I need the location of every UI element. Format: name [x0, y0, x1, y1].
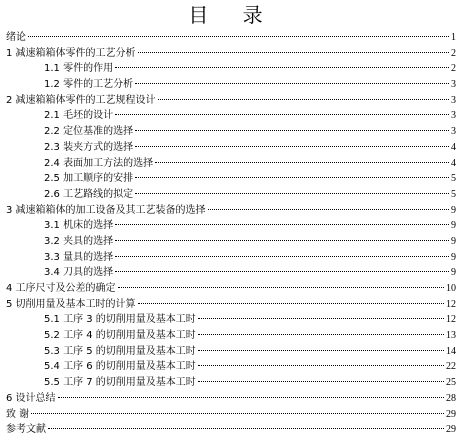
toc-entry-page-number: 9: [451, 204, 456, 216]
toc-entry[interactable]: [6, 391, 456, 407]
toc-entry-page-number: 3: [451, 126, 456, 138]
toc-dot-leader: [28, 36, 449, 37]
toc-entry-page-number: 4: [451, 157, 456, 169]
toc-dot-leader: [115, 114, 449, 115]
toc-entry-page-number: 2: [451, 47, 456, 59]
toc-dot-leader: [135, 193, 449, 194]
toc-dot-leader: [155, 162, 449, 163]
toc-entry-page-number: 9: [451, 220, 456, 232]
toc-entry-page-number: 9: [451, 251, 456, 263]
toc-entry-label: 3.1 机床的选择: [44, 220, 114, 232]
toc-entry-label: 2.5 加工顺序的安排: [44, 173, 134, 185]
toc-entry-label: 5 切削用量及基本工时的计算: [6, 298, 136, 310]
toc-dot-leader: [58, 397, 444, 398]
toc-entry-label: 5.4 工序 6 的切削用量及基本工时: [44, 361, 196, 373]
toc-entry[interactable]: [6, 203, 456, 219]
toc-entry-page-number: 3: [451, 94, 456, 106]
toc-dot-leader: [118, 287, 444, 288]
toc-entry-label: 3.2 夹具的选择: [44, 235, 114, 247]
toc-dot-leader: [135, 177, 449, 178]
toc-entry-page-number: 2: [451, 63, 456, 75]
toc-entry[interactable]: [6, 156, 456, 172]
toc-dot-leader: [208, 209, 449, 210]
toc-dot-leader: [115, 224, 449, 225]
toc-entry-page-number: 12: [446, 298, 456, 310]
toc-entry[interactable]: [6, 312, 456, 328]
toc-entry-label: 2.1 毛坯的设计: [44, 110, 114, 122]
toc-entry-label: 1 减速箱箱体零件的工艺分析: [6, 47, 136, 59]
toc-entry[interactable]: [6, 218, 456, 234]
toc-entry[interactable]: [6, 93, 456, 109]
toc-entry-label: 1.1 零件的作用: [44, 63, 114, 75]
toc-entry-label: 4 工序尺寸及公差的确定: [6, 283, 116, 294]
toc-dot-leader: [138, 303, 444, 304]
toc-dot-leader: [198, 334, 444, 335]
toc-entry-page-number: 1: [451, 32, 456, 43]
toc-entry-page-number: 5: [451, 188, 456, 200]
toc-dot-leader: [138, 52, 449, 53]
toc-entry-page-number: 25: [446, 377, 456, 389]
toc-dot-leader: [198, 381, 444, 382]
toc-entry-label: 2 减速箱箱体零件的工艺规程设计: [6, 94, 156, 106]
toc-entry[interactable]: [6, 422, 456, 438]
toc-entry-label: 3 减速箱箱体的加工设备及其工艺装备的选择: [6, 204, 206, 216]
toc-entry[interactable]: [6, 328, 456, 344]
toc-dot-leader: [115, 271, 449, 272]
toc-entry-page-number: 3: [451, 110, 456, 122]
toc-entry-page-number: 13: [446, 330, 456, 342]
toc-entry-page-number: 29: [446, 424, 456, 436]
toc-dot-leader: [115, 256, 449, 257]
toc-dot-leader: [198, 365, 444, 366]
toc-entry[interactable]: [6, 187, 456, 203]
toc-dot-leader: [198, 318, 444, 319]
toc-entry[interactable]: [6, 30, 456, 46]
toc-entry[interactable]: [6, 297, 456, 313]
toc-entry-label: 2.3 装夹方式的选择: [44, 141, 134, 153]
toc-entry-label: 参考文献: [6, 424, 46, 436]
toc-entry-label: 5.3 工序 5 的切削用量及基本工时: [44, 345, 196, 357]
toc-dot-leader: [115, 240, 449, 241]
page-title: 目 录: [188, 3, 277, 27]
toc-entry-label: 6 设计总结: [6, 392, 56, 404]
toc-entry[interactable]: [6, 281, 456, 297]
toc-entry-page-number: 22: [446, 361, 456, 373]
toc-dot-leader: [135, 130, 449, 131]
toc-entry[interactable]: [6, 124, 456, 140]
toc-entry-page-number: 5: [451, 173, 456, 185]
toc-entry[interactable]: [6, 250, 456, 266]
toc-dot-leader: [158, 99, 449, 100]
toc-entry[interactable]: [6, 61, 456, 77]
toc-entry-label: 2.4 表面加工方法的选择: [44, 157, 154, 169]
toc-entry[interactable]: [6, 140, 456, 156]
toc-entry-label: 2.2 定位基准的选择: [44, 126, 134, 138]
toc-entry[interactable]: [6, 108, 456, 124]
toc-entry[interactable]: [6, 234, 456, 250]
toc-entry[interactable]: [6, 46, 456, 62]
toc-entry-label: 1.2 零件的工艺分析: [44, 79, 134, 91]
toc-entry-label: 2.6 工艺路线的拟定: [44, 188, 134, 200]
toc-entry-page-number: 9: [451, 267, 456, 279]
toc-entry-label: 5.2 工序 4 的切削用量及基本工时: [44, 330, 196, 342]
toc-entry-page-number: 29: [446, 408, 456, 420]
toc-dot-leader: [48, 428, 444, 429]
toc-dot-leader: [135, 146, 449, 147]
toc-dot-leader: [198, 350, 444, 351]
toc-entry[interactable]: [6, 171, 456, 187]
toc-dot-leader: [135, 83, 449, 84]
table-of-contents: [6, 30, 456, 438]
toc-entry[interactable]: [6, 265, 456, 281]
toc-entry-page-number: 14: [446, 345, 456, 357]
toc-entry-label: 3.4 刀具的选择: [44, 267, 114, 279]
toc-entry-page-number: 28: [446, 392, 456, 404]
toc-dot-leader: [115, 67, 449, 68]
toc-entry[interactable]: [6, 77, 456, 93]
toc-entry-page-number: 4: [451, 141, 456, 153]
toc-entry-page-number: 12: [446, 314, 456, 326]
toc-entry-label: 5.1 工序 3 的切削用量及基本工时: [44, 314, 196, 326]
toc-entry[interactable]: [6, 375, 456, 391]
toc-entry-label: 致 谢: [6, 408, 30, 420]
toc-entry-label: 3.3 量具的选择: [44, 251, 114, 263]
toc-entry-label: 5.5 工序 7 的切削用量及基本工时: [44, 377, 196, 389]
toc-entry-page-number: 3: [451, 79, 456, 91]
toc-entry[interactable]: [6, 344, 456, 360]
toc-entry[interactable]: [6, 359, 456, 375]
toc-entry[interactable]: [6, 407, 456, 423]
toc-entry-label: 绪论: [6, 32, 26, 43]
toc-dot-leader: [31, 413, 444, 414]
toc-entry-page-number: 10: [446, 283, 456, 294]
toc-entry-page-number: 9: [451, 235, 456, 247]
